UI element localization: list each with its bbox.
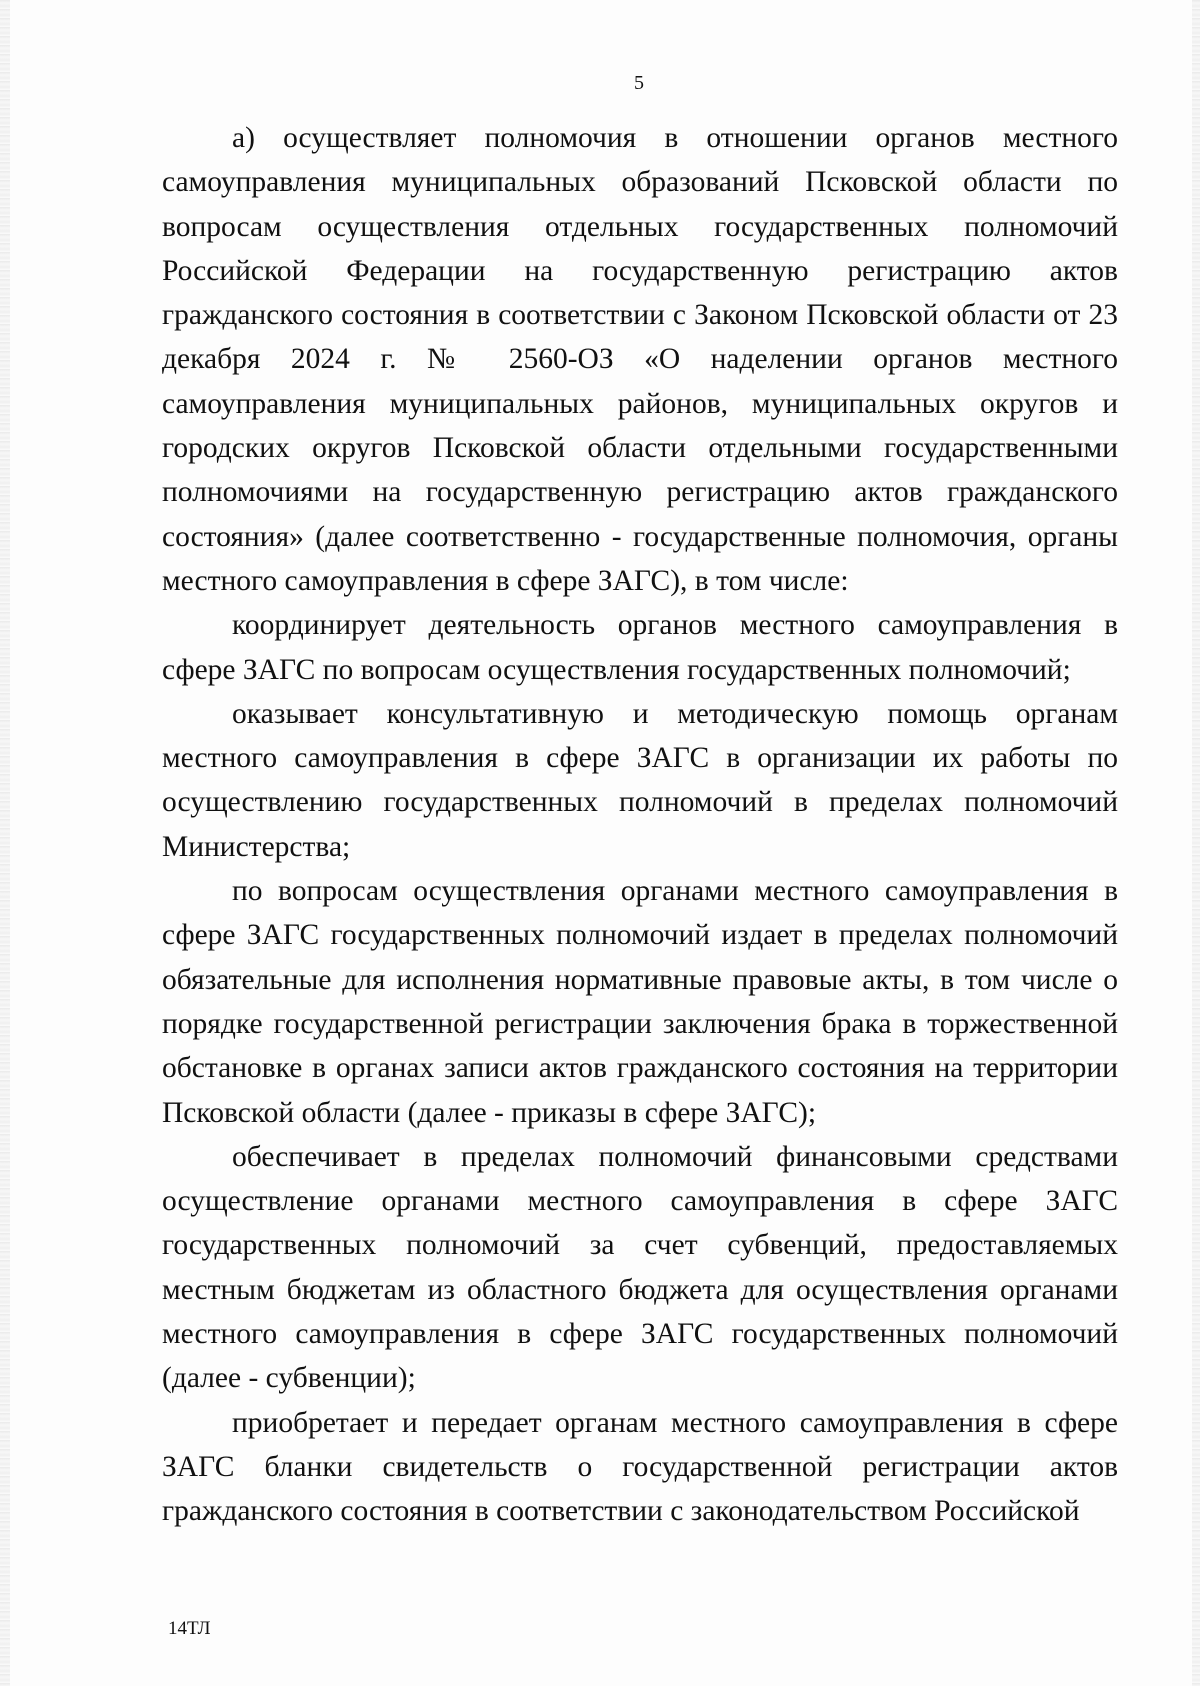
footer-code: 14ТЛ [168,1618,211,1639]
scan-edge-left [0,0,10,1686]
scan-edge-right [1192,0,1200,1686]
body-text [162,116,1118,1534]
paragraph: обеспечивает в пределах полномочий финансовыми средствами осуществление органами местного самоуправления в сфере ЗАГС государственных полномочий за счет субвенций, предоставляемых местным бюджетам из областного бюджета для осуществления органами местного самоуправления в сфере ЗАГС государственных полномочий (далее - субвенции); [162,1140,1118,1395]
page-number: 5 [634,72,644,94]
paragraph: координирует деятельность органов местного самоуправления в сфере ЗАГС по вопросам осуществления государственных полномочий; [162,609,1118,686]
paragraph: по вопросам осуществления органами местного самоуправления в сфере ЗАГС государственных полномочий издает в пределах полномочий обязательные для исполнения нормативные правовые акты, в том числе о порядке государственной регистрации заключения брака в торжественной обстановке в органах записи актов гражданского состояния на территории Псковской области (далее - приказы в сфере ЗАГС); [162,875,1118,1129]
paragraph: оказывает консультативную и методическую помощь органам местного самоуправления в сфере ЗАГС в организации их работы по осуществлению государственных полномочий в пределах полномочий Министерства; [162,697,1118,863]
paragraph: а) осуществляет полномочия в отношении органов местного самоуправления муниципальных образований Псковской области по вопросам осуществления отдельных государственных полномочий Российской Федерации на государственную регистрацию актов гражданского состояния в соответствии с Законом Псковской области от 23 декабря 2024 г. № 2560-ОЗ «О наделении органов местного самоуправления муниципальных районов, муниципальных округов и городских округов Псковской области отдельными государственными полномочиями на государственную регистрацию актов гражданского состояния» (далее соответственно - государственные полномочия, органы местного самоуправления в сфере ЗАГС), в том числе: [162,122,1118,597]
paragraph: приобретает и передает органам местного самоуправления в сфере ЗАГС бланки свидетельств о государственной регистрации актов гражданского состояния в соответствии с законодательством Российской [162,1406,1118,1528]
